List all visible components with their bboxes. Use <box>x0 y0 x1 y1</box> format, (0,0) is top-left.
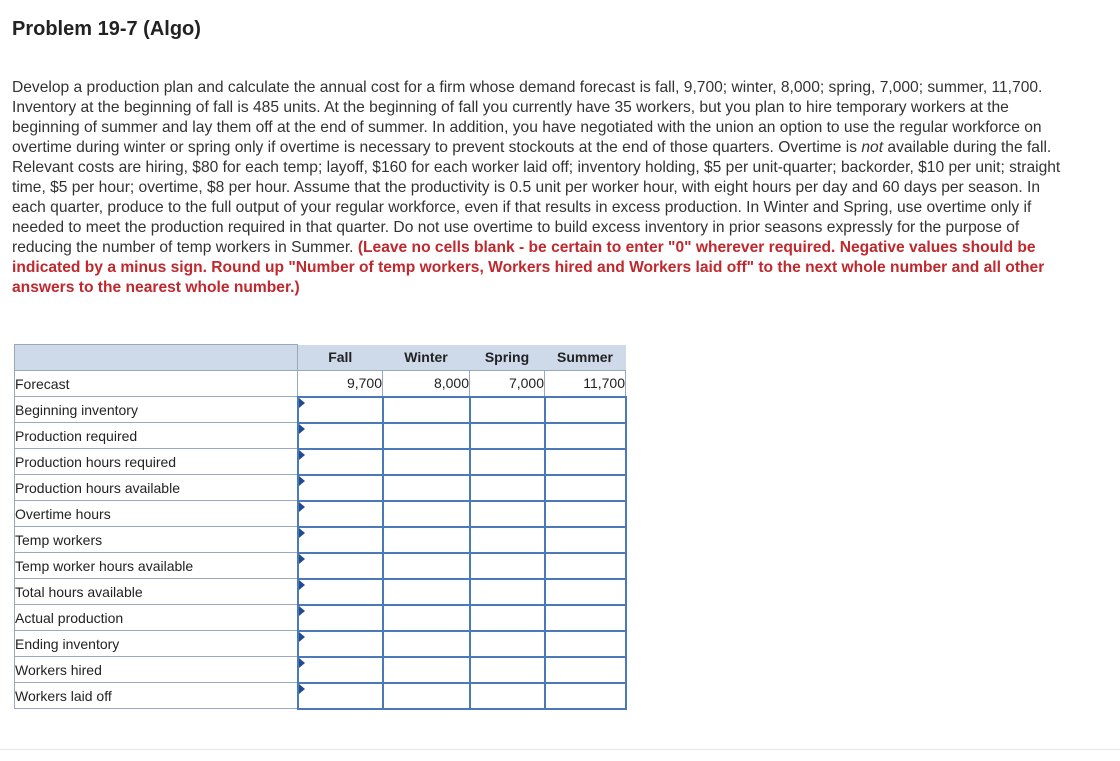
forecast-value-summer: 11,700 <box>545 371 626 397</box>
problem-text-part-2: available during the fall. Relevant costs are hiring, $80 for each temp; layoff, $160 for each worker laid off; inventory holding, $5 per unit-quarter; backorder, $10 per unit; straight time, $5 per hour; overtime, $8 per hour. Assume that the productivity is 0.5 unit per worker hour, with eight hours per day and 60 days per season. In each quarter, produce to the full output of your regular workforce, even if that results in excess production. In Winter and Spring, use overtime only if needed to meet the production required in that quarter. Do not use overtime to build excess inventory in prior seasons expressly for the purpose of reducing the number of temp workers in Summer. <box>12 139 1061 256</box>
input-cell-beginning-inventory-fall[interactable] <box>298 397 383 423</box>
input-cell-temp-workers-fall[interactable] <box>298 527 383 553</box>
input-cell-production-required-fall[interactable] <box>298 423 383 449</box>
input-cell-workers-laid-off-summer[interactable] <box>545 683 626 709</box>
table-row <box>15 605 626 631</box>
input-cell-total-hours-available-fall[interactable] <box>298 579 383 605</box>
input-cell-production-hours-required-winter[interactable] <box>383 449 470 475</box>
input-cell-workers-laid-off-winter[interactable] <box>383 683 470 709</box>
input-cell-total-hours-available-winter[interactable] <box>383 579 470 605</box>
row-label-actual-production: Actual production <box>15 605 298 631</box>
input-cell-ending-inventory-spring[interactable] <box>470 631 545 657</box>
table-row <box>15 527 626 553</box>
input-cell-actual-production-spring[interactable] <box>470 605 545 631</box>
answer-instructions: (Leave no cells blank - be certain to enter "0" wherever required. Negative values should be indicated by a minus sign. Round up "Number of temp workers, Workers hired and Workers laid off" to the next whole number and all other answers to the nearest whole number.) <box>12 239 1045 296</box>
row-label-production-hours-available: Production hours available <box>15 475 298 501</box>
column-header-summer: Summer <box>545 345 626 371</box>
header-corner-cell <box>15 345 298 371</box>
table-row <box>15 423 626 449</box>
table-row <box>15 475 626 501</box>
forecast-value-winter: 8,000 <box>383 371 470 397</box>
input-cell-temp-workers-spring[interactable] <box>470 527 545 553</box>
row-label-production-required: Production required <box>15 423 298 449</box>
production-plan-table <box>14 344 627 710</box>
forecast-value-fall: 9,700 <box>298 371 383 397</box>
input-cell-workers-laid-off-fall[interactable] <box>298 683 383 709</box>
header-row <box>15 345 626 371</box>
row-label-production-hours-required: Production hours required <box>15 449 298 475</box>
footer-divider <box>0 749 1120 750</box>
input-cell-temp-workers-winter[interactable] <box>383 527 470 553</box>
table-row <box>15 683 626 709</box>
column-header-fall: Fall <box>298 345 383 371</box>
input-cell-overtime-hours-summer[interactable] <box>545 501 626 527</box>
input-cell-production-hours-required-spring[interactable] <box>470 449 545 475</box>
input-cell-temp-worker-hours-available-winter[interactable] <box>383 553 470 579</box>
input-cell-ending-inventory-fall[interactable] <box>298 631 383 657</box>
input-cell-production-hours-available-winter[interactable] <box>383 475 470 501</box>
input-cell-workers-laid-off-spring[interactable] <box>470 683 545 709</box>
table-row <box>15 657 626 683</box>
forecast-row <box>15 371 626 397</box>
input-cell-production-hours-required-fall[interactable] <box>298 449 383 475</box>
row-label-temp-worker-hours-available: Temp worker hours available <box>15 553 298 579</box>
table-row <box>15 553 626 579</box>
input-cell-temp-workers-summer[interactable] <box>545 527 626 553</box>
input-cell-beginning-inventory-spring[interactable] <box>470 397 545 423</box>
input-cell-overtime-hours-fall[interactable] <box>298 501 383 527</box>
page-title: Problem 19-7 (Algo) <box>12 18 201 40</box>
input-cell-total-hours-available-summer[interactable] <box>545 579 626 605</box>
input-cell-actual-production-fall[interactable] <box>298 605 383 631</box>
input-cell-workers-hired-fall[interactable] <box>298 657 383 683</box>
input-cell-ending-inventory-winter[interactable] <box>383 631 470 657</box>
input-cell-workers-hired-winter[interactable] <box>383 657 470 683</box>
row-label-overtime-hours: Overtime hours <box>15 501 298 527</box>
row-label-ending-inventory: Ending inventory <box>15 631 298 657</box>
input-cell-overtime-hours-winter[interactable] <box>383 501 470 527</box>
row-label-workers-hired: Workers hired <box>15 657 298 683</box>
problem-text-emphasis: not <box>861 139 884 156</box>
problem-text-part-1: Develop a production plan and calculate the annual cost for a firm whose demand forecast is fall, 9,700; winter, 8,000; spring, 7,000; summer, 11,700. Inventory at the beginning of fall is 485 units. At the beginning of fall you currently have 35 workers, but you plan to hire temporary workers at the beginning of summer and lay them off at the end of summer. In addition, you have negotiated with the union an option to use the regular workforce on overtime during winter or spring only if overtime is necessary to prevent stockouts at the end of those quarters. Overtime is <box>12 79 1043 156</box>
column-header-spring: Spring <box>470 345 545 371</box>
input-cell-workers-hired-spring[interactable] <box>470 657 545 683</box>
input-cell-temp-worker-hours-available-fall[interactable] <box>298 553 383 579</box>
input-cell-production-required-summer[interactable] <box>545 423 626 449</box>
table-row <box>15 631 626 657</box>
input-cell-beginning-inventory-winter[interactable] <box>383 397 470 423</box>
table-row <box>15 579 626 605</box>
input-cell-temp-worker-hours-available-summer[interactable] <box>545 553 626 579</box>
row-label-temp-workers: Temp workers <box>15 527 298 553</box>
table-row <box>15 449 626 475</box>
input-cell-production-required-spring[interactable] <box>470 423 545 449</box>
input-cell-actual-production-winter[interactable] <box>383 605 470 631</box>
problem-statement <box>12 78 1072 298</box>
input-cell-production-required-winter[interactable] <box>383 423 470 449</box>
column-header-winter: Winter <box>383 345 470 371</box>
input-cell-beginning-inventory-summer[interactable] <box>545 397 626 423</box>
input-cell-workers-hired-summer[interactable] <box>545 657 626 683</box>
row-label-workers-laid-off: Workers laid off <box>15 683 298 709</box>
forecast-value-spring: 7,000 <box>470 371 545 397</box>
table-row <box>15 501 626 527</box>
row-label-beginning-inventory: Beginning inventory <box>15 397 298 423</box>
input-cell-production-hours-available-fall[interactable] <box>298 475 383 501</box>
input-cell-production-hours-available-summer[interactable] <box>545 475 626 501</box>
input-cell-actual-production-summer[interactable] <box>545 605 626 631</box>
table-row <box>15 397 626 423</box>
input-cell-temp-worker-hours-available-spring[interactable] <box>470 553 545 579</box>
row-label-forecast: Forecast <box>15 371 298 397</box>
row-label-total-hours-available: Total hours available <box>15 579 298 605</box>
input-cell-total-hours-available-spring[interactable] <box>470 579 545 605</box>
input-cell-overtime-hours-spring[interactable] <box>470 501 545 527</box>
input-cell-production-hours-required-summer[interactable] <box>545 449 626 475</box>
input-cell-ending-inventory-summer[interactable] <box>545 631 626 657</box>
input-cell-production-hours-available-spring[interactable] <box>470 475 545 501</box>
